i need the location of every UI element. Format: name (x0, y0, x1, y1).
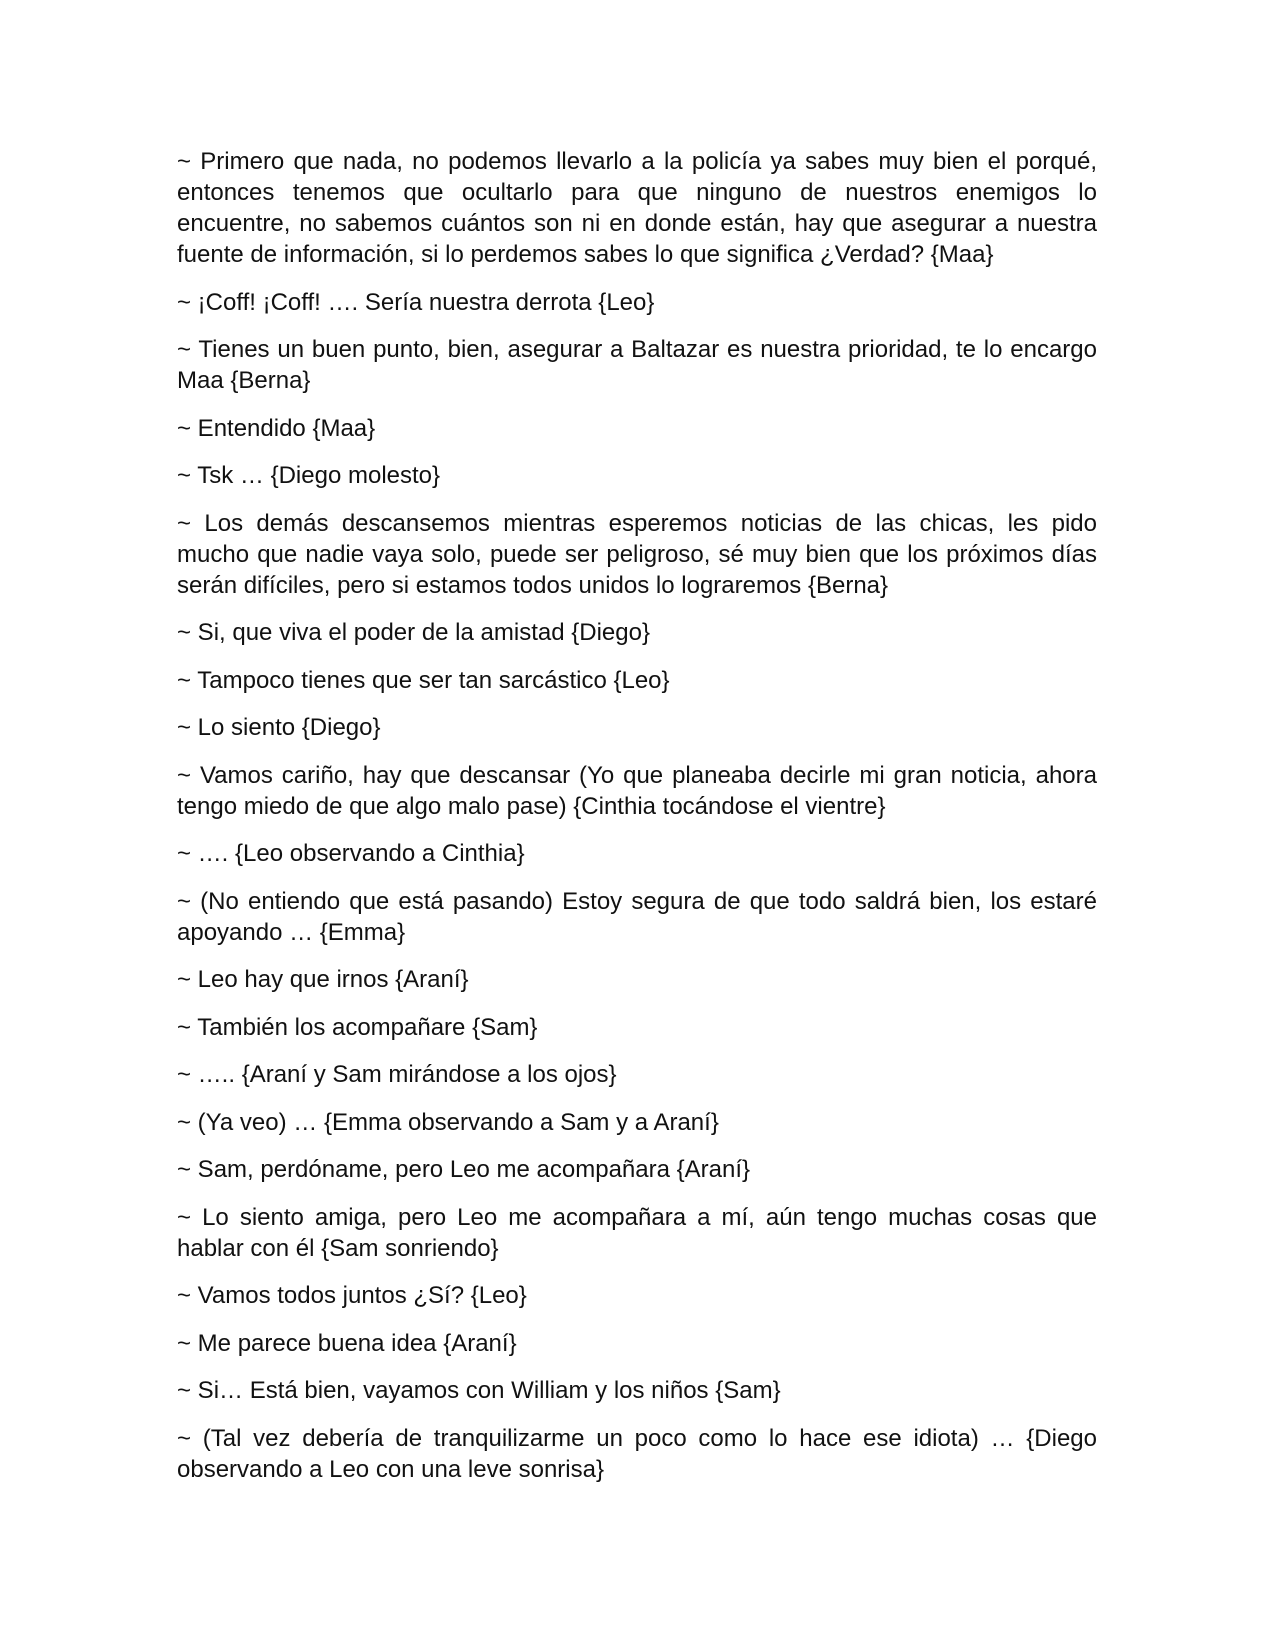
dialogue-paragraph: ~ Entendido {Maa} (177, 414, 376, 442)
dialogue-paragraph: ~ También los acompañare {Sam} (177, 1013, 538, 1041)
dialogue-paragraph: ~ (Tal vez debería de tranquilizarme un poco como lo hace ese idiota) … {Diego observando a Leo con una leve sonrisa} (177, 1424, 1097, 1483)
dialogue-paragraph: ~ Los demás descansemos mientras esperemos noticias de las chicas, les pido mucho que nadie vaya solo, puede ser peligroso, sé muy bien que los próximos días serán difíciles, pero si estamos todos unidos lo lograremos {Berna} (177, 509, 1097, 599)
document-page (177, 146, 1097, 1501)
dialogue-paragraph: ~ Si… Está bien, vayamos con William y los niños {Sam} (177, 1377, 781, 1404)
dialogue-paragraph: ~ Lo siento {Diego} (177, 714, 381, 741)
dialogue-paragraph: ~ Me parece buena idea {Araní} (177, 1329, 517, 1357)
dialogue-paragraph: ~ ¡Coff! ¡Coff! …. Sería nuestra derrota {Leo} (177, 288, 655, 316)
dialogue-paragraph: ~ Sam, perdóname, pero Leo me acompañara {Araní} (177, 1156, 751, 1183)
dialogue-paragraph: ~ Si, que viva el poder de la amistad {Diego} (177, 619, 650, 646)
dialogue-paragraph: ~ Vamos todos juntos ¿Sí? {Leo} (177, 1282, 527, 1309)
dialogue-paragraph: ~ Tampoco tienes que ser tan sarcástico {Leo} (177, 666, 670, 694)
dialogue-paragraph: ~ Leo hay que irnos {Araní} (177, 966, 469, 993)
dialogue-paragraph: ~ ….. {Araní y Sam mirándose a los ojos} (177, 1061, 617, 1088)
dialogue-paragraph: ~ Lo siento amiga, pero Leo me acompañara a mí, aún tengo muchas cosas que hablar con él {Sam sonriendo} (177, 1203, 1097, 1262)
dialogue-paragraph: ~ Vamos cariño, hay que descansar (Yo que planeaba decirle mi gran noticia, ahora tengo miedo de que algo malo pase) {Cinthia tocándose el vientre} (177, 761, 1097, 820)
dialogue-paragraph: ~ (No entiendo que está pasando) Estoy segura de que todo saldrá bien, los estaré apoyando … {Emma} (177, 887, 1097, 946)
dialogue-paragraph: ~ (Ya veo) … {Emma observando a Sam y a Araní} (177, 1108, 719, 1136)
dialogue-paragraph: ~ Tienes un buen punto, bien, asegurar a Baltazar es nuestra prioridad, te lo encargo Maa {Berna} (177, 336, 1097, 394)
dialogue-paragraph: ~ Primero que nada, no podemos llevarlo a la policía ya sabes muy bien el porqué, entonces tenemos que ocultarlo para que ninguno de nuestros enemigos lo encuentre, no sabemos cuántos son ni en donde están, hay que asegurar a nuestra fuente de información, si lo perdemos sabes lo que significa ¿Verdad? {Maa} (177, 148, 1097, 268)
dialogue-paragraph: ~ …. {Leo observando a Cinthia} (177, 840, 525, 867)
dialogue-paragraph: ~ Tsk … {Diego molesto} (177, 462, 441, 489)
